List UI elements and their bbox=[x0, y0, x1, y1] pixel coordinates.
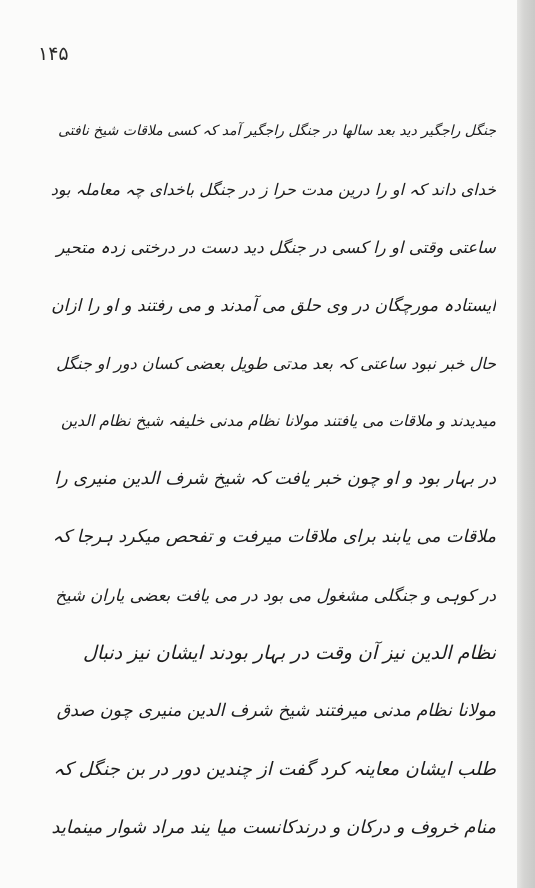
text-line: ساعتی وقتی او را کسی در جنگل دید دست در درختی زدہ متحیر bbox=[56, 237, 496, 257]
text-line: میدیدند و ملاقات می یافتند مولانا نظام مدنی خلیفہ شیخ نظام الدین bbox=[61, 412, 496, 430]
page-number: ۱۴۵ bbox=[38, 43, 69, 65]
text-line: مولانا نظام مدنی میرفتند شیخ شرف الدین منیری چون صدق bbox=[56, 701, 496, 721]
text-line: ایستادہ مورچگان در وی حلق می آمدند و می رفتند و او را ازان bbox=[51, 295, 496, 316]
text-line: خدای داند کہ او را درین مدت حرا ز در جنگل باخدای چہ معاملہ بود bbox=[50, 179, 496, 199]
text-line: منام خروف و درکان و درندکانست میا یند مراد شوار مینماید bbox=[51, 816, 496, 838]
handwritten-text-block bbox=[50, 102, 496, 856]
text-line: در بہار بود و او چون خبر یافت کہ شیخ شرف الدین منیری را bbox=[54, 469, 496, 489]
text-line: نظام الدین نیز آن وقت در بہار بودند ایشان نیز دنبال bbox=[83, 642, 496, 664]
text-line: حال خبر نبود ساعتی کہ بعد مدتی طویل بعضی کسان دور او جنگل bbox=[56, 353, 496, 373]
text-line: ملاقات می یابند برای ملاقات میرفت و تفحص میکرد ہرجا کہ bbox=[52, 527, 496, 547]
page-edge-shadow bbox=[517, 0, 535, 888]
text-line: جنگل راجگیر دید بعد سالها در جنگل راجگیر آمد کہ کسی ملاقات شیخ نافتی bbox=[58, 123, 496, 139]
text-line: در کوہی و جنگلی مشغول می بود در می یافت بعضی یاران شیخ bbox=[55, 585, 496, 605]
text-line: طلب ایشان معاینہ کرد گفت از چندین دور در بن جنگل کہ bbox=[53, 758, 496, 780]
